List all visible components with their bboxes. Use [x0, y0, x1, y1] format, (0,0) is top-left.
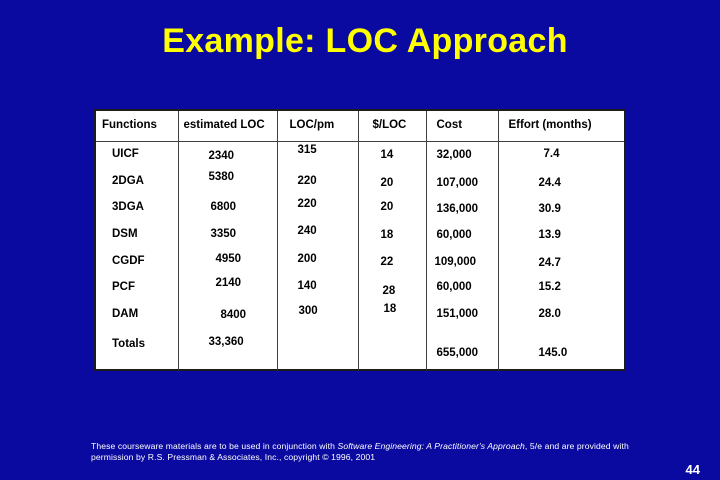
table-row-dollars-per-loc-text: 22 — [380, 255, 394, 268]
table-row-estimated-loc-text: 2140 — [215, 277, 242, 290]
table-row-cell-loc-per-pm — [277, 222, 358, 249]
table-row-loc-per-pm-text: 140 — [297, 280, 317, 293]
header-row — [96, 111, 624, 142]
table-row-cell-function — [96, 302, 178, 329]
totals-row-cost-text: 655,000 — [436, 347, 479, 360]
table-row-dollars-per-loc-text: 18 — [383, 302, 397, 315]
table-row-cell-function — [96, 275, 178, 302]
table-row — [96, 169, 624, 196]
totals-row-cell-effort — [498, 328, 624, 370]
totals-row-cell-loc-per-pm — [277, 328, 358, 370]
table-row-cell-estimated-loc — [178, 195, 277, 222]
slide-title: Example: LOC Approach — [162, 22, 568, 60]
table-row-cell-function — [96, 142, 178, 169]
table-row-cell-estimated-loc — [178, 222, 277, 249]
page-number: 44 — [685, 462, 700, 477]
table-row-cell-function — [96, 248, 178, 275]
table-row-function-text: PCF — [112, 281, 135, 294]
table-row-loc-per-pm-text: 220 — [297, 174, 317, 187]
table-row-dollars-per-loc-text: 20 — [380, 201, 394, 214]
table-row-cell-effort — [498, 222, 624, 249]
table-row-cell-effort — [498, 275, 624, 302]
table-row-cell-function — [96, 222, 178, 249]
table-row-cell-dollars-per-loc — [358, 142, 426, 169]
table-row-effort-text: 24.7 — [538, 256, 561, 269]
table-row — [96, 222, 624, 249]
table-row-cost-text: 107,000 — [436, 176, 479, 189]
table-row-cell-loc-per-pm — [277, 302, 358, 329]
table-row-effort-text: 24.4 — [538, 176, 561, 189]
table-row-cell-dollars-per-loc — [358, 222, 426, 249]
totals-row-estimated-loc-text: 33,360 — [208, 336, 244, 349]
table-row-effort-text: 15.2 — [538, 281, 561, 294]
table-row-cost-text: 60,000 — [436, 229, 472, 242]
table-row-cell-cost — [426, 169, 498, 196]
table-row-cell-cost — [426, 142, 498, 169]
table-row-cell-loc-per-pm — [277, 248, 358, 275]
table-row-effort-text: 13.9 — [538, 229, 561, 242]
table-row-cell-dollars-per-loc — [358, 195, 426, 222]
header-row-cost-text: Cost — [436, 119, 463, 131]
table-row-cell-effort — [498, 195, 624, 222]
table-row-dollars-per-loc-text: 28 — [382, 285, 396, 298]
table-row-cell-effort — [498, 169, 624, 196]
table-row — [96, 302, 624, 329]
table-row-cell-estimated-loc — [178, 275, 277, 302]
table-row-cell-dollars-per-loc — [358, 169, 426, 196]
table-row-cell-effort — [498, 302, 624, 329]
table-row-cell-cost — [426, 195, 498, 222]
totals-row-cell-cost — [426, 328, 498, 370]
table-row-effort-text: 30.9 — [538, 203, 561, 216]
table-row-function-text: 3DGA — [112, 201, 144, 214]
footer-text-before: These courseware materials are to be used in conjunction with — [91, 441, 338, 451]
table-grid — [96, 111, 624, 370]
totals-row-cell-function — [96, 328, 178, 370]
table-row-cell-dollars-per-loc — [358, 275, 426, 302]
table-row-cell-loc-per-pm — [277, 142, 358, 169]
table-row-effort-text: 7.4 — [543, 148, 560, 161]
table-row-cell-cost — [426, 222, 498, 249]
table-row-cell-effort — [498, 248, 624, 275]
header-row-cell-estimated-loc — [178, 111, 277, 142]
table-row-estimated-loc-text: 4950 — [215, 252, 242, 265]
table-row-cell-loc-per-pm — [277, 169, 358, 196]
table-row-function-text: UICF — [112, 148, 139, 161]
header-row-function-text: Functions — [102, 119, 157, 131]
copyright-footer — [91, 441, 651, 463]
table-row-cell-function — [96, 169, 178, 196]
header-row-estimated-loc-text: estimated LOC — [183, 119, 265, 131]
totals-row-cell-dollars-per-loc — [358, 328, 426, 370]
table-row-cost-text: 32,000 — [436, 149, 472, 162]
header-row-cell-dollars-per-loc — [358, 111, 426, 142]
table-row-cost-text: 136,000 — [436, 203, 479, 216]
table-row-cell-dollars-per-loc — [358, 248, 426, 275]
header-row-effort-text: Effort (months) — [508, 119, 592, 131]
header-row-cell-cost — [426, 111, 498, 142]
table-row-cell-estimated-loc — [178, 302, 277, 329]
table-row-dollars-per-loc-text: 20 — [380, 176, 394, 189]
table-row-cost-text: 109,000 — [434, 255, 477, 268]
table-row-loc-per-pm-text: 315 — [297, 144, 317, 157]
table-row-cell-loc-per-pm — [277, 195, 358, 222]
table-row-function-text: DAM — [112, 307, 139, 320]
table-row — [96, 275, 624, 302]
table-row-cost-text: 151,000 — [436, 307, 479, 320]
table-row-loc-per-pm-text: 200 — [297, 252, 317, 265]
table-row-estimated-loc-text: 6800 — [210, 201, 237, 214]
table-row-loc-per-pm-text: 220 — [297, 198, 317, 211]
table-row-estimated-loc-text: 5380 — [208, 170, 235, 183]
header-row-dollars-per-loc-text: $/LOC — [372, 119, 407, 131]
table-row-loc-per-pm-text: 300 — [298, 304, 318, 317]
table-row-cell-cost — [426, 302, 498, 329]
table-row-cell-cost — [426, 275, 498, 302]
totals-row — [96, 328, 624, 370]
table-row — [96, 195, 624, 222]
table-row — [96, 142, 624, 169]
table-row-function-text: CGDF — [112, 254, 145, 267]
totals-row-effort-text: 145.0 — [538, 347, 568, 360]
table-row-estimated-loc-text: 8400 — [220, 308, 247, 321]
loc-estimate-table — [94, 109, 626, 371]
table-row-cell-estimated-loc — [178, 142, 277, 169]
header-row-cell-loc-per-pm — [277, 111, 358, 142]
table-row-cell-cost — [426, 248, 498, 275]
table-row-cell-estimated-loc — [178, 248, 277, 275]
header-row-cell-effort — [498, 111, 624, 142]
table-row-cell-effort — [498, 142, 624, 169]
table-row-effort-text: 28.0 — [538, 307, 561, 320]
footer-text-after: , 5/e and are provided with permission by R.S. Pressman & Associates, Inc., copyright © 1996, 2001 — [91, 441, 629, 462]
table-row-cell-loc-per-pm — [277, 275, 358, 302]
table-row-dollars-per-loc-text: 14 — [380, 149, 394, 162]
totals-row-function-text: Totals — [112, 338, 146, 351]
table-row-estimated-loc-text: 3350 — [210, 228, 237, 241]
table-row-cell-estimated-loc — [178, 169, 277, 196]
table-row-cost-text: 60,000 — [436, 281, 472, 294]
table-row-function-text: DSM — [112, 228, 138, 241]
table-row-cell-function — [96, 195, 178, 222]
header-row-cell-function — [96, 111, 178, 142]
table-row-estimated-loc-text: 2340 — [208, 150, 235, 163]
table-row-function-text: 2DGA — [112, 174, 144, 187]
totals-row-cell-estimated-loc — [178, 328, 277, 370]
footer-book-title: Software Engineering: A Practitioner's Approach — [337, 441, 525, 451]
table-row — [96, 248, 624, 275]
header-row-loc-per-pm-text: LOC/pm — [289, 119, 335, 131]
table-row-loc-per-pm-text: 240 — [297, 225, 317, 238]
table-row-dollars-per-loc-text: 18 — [380, 229, 394, 242]
table-row-cell-dollars-per-loc — [358, 302, 426, 329]
